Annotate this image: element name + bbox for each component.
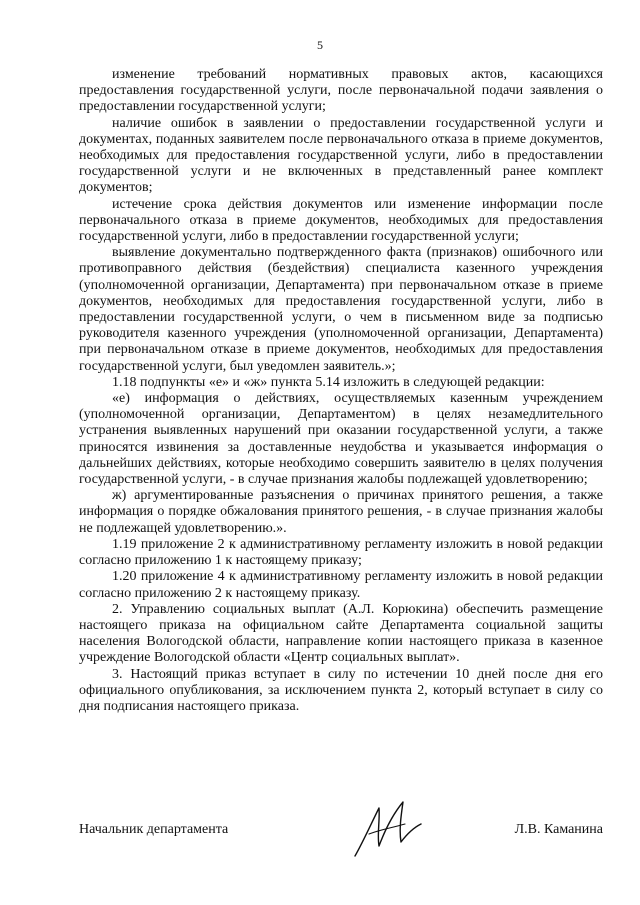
- paragraph-requirements-change: изменение требований нормативных правовых актов, касающихся предоставления государственной услуги, после первоначальной подачи заявления о предоставлении государственной услуги;: [79, 67, 603, 115]
- paragraph-item-1-19: 1.19 приложение 2 к административному регламенту изложить в новой редакции согласно приложению 1 к настоящему приказу;: [79, 536, 603, 569]
- paragraph-erroneous-action: выявление документально подтвержденного факта (признаков) ошибочного или противоправного действия (бездействия) специалиста казенного учреждения (уполномоченной организации, Департамента) при первоначальном отказе в приеме документов, необходимых для предоставления государственной услуги, либо в предоставлении государственной услуги, о чем в письменном виде за подписью руководителя казенного учреждения (уполномоченной организации, Департамента) при первоначальном отказе в приеме документов, необходимых для предоставления государственной услуги, был уведомлен заявитель.»;: [79, 245, 603, 374]
- document-body: [79, 67, 603, 715]
- paragraph-subitem-e: «е) информация о действиях, осуществляемых казенным учреждением (уполномоченной организации, Департаментом) в целях незамедлительного устранения выявленных нарушений при оказании государственной услуги, а также приносятся извинения за доставленные неудобства и указывается информация о дальнейших действиях, которые необходимо совершить заявителю в целях получения государственной услуги, - в случае признания жалобы подлежащей удовлетворению;: [79, 391, 603, 488]
- paragraph-item-3: 3. Настоящий приказ вступает в силу по истечении 10 дней после дня его официального опубликования, за исключением пункта 2, который вступает в силу со дня подписания настоящего приказа.: [79, 666, 603, 714]
- handwritten-signature: [349, 794, 429, 864]
- signatory-name: Л.В. Каманина: [514, 822, 603, 837]
- paragraph-item-1-20: 1.20 приложение 4 к административному регламенту изложить в новой редакции согласно приложению 2 к настоящему приказу.: [79, 569, 603, 601]
- signature-block: [79, 822, 603, 872]
- paragraph-errors-in-application: наличие ошибок в заявлении о предоставлении государственной услуги и документах, поданных заявителем после первоначального отказа в приеме документов, необходимых для предоставления государственной услуги, либо в предоставлении государственной услуги и не включенных в представленный ранее комплект документов;: [79, 115, 603, 196]
- page-number: 5: [317, 38, 323, 52]
- paragraph-item-1-18: 1.18 подпункты «е» и «ж» пункта 5.14 изложить в следующей редакции:: [112, 374, 545, 390]
- paragraph-subitem-zh: ж) аргументированные разъяснения о причинах принятого решения, а также информация о порядке обжалования принятого решения, - в случае признания жалобы не подлежащей удовлетворению.».: [79, 488, 603, 536]
- paragraph-documents-expiry: истечение срока действия документов или изменение информации после первоначального отказа в приеме документов, необходимых для предоставления государственной услуги, либо в предоставлении государственной услуги;: [79, 196, 603, 245]
- signatory-position: Начальник департамента: [79, 822, 229, 837]
- paragraph-item-2: 2. Управлению социальных выплат (А.Л. Корюкина) обеспечить размещение настоящего приказа на официальном сайте Департамента социальной защиты населения Вологодской области, направление копии настоящего приказа в казенное учреждение Вологодской области «Центр социальных выплат».: [79, 601, 603, 666]
